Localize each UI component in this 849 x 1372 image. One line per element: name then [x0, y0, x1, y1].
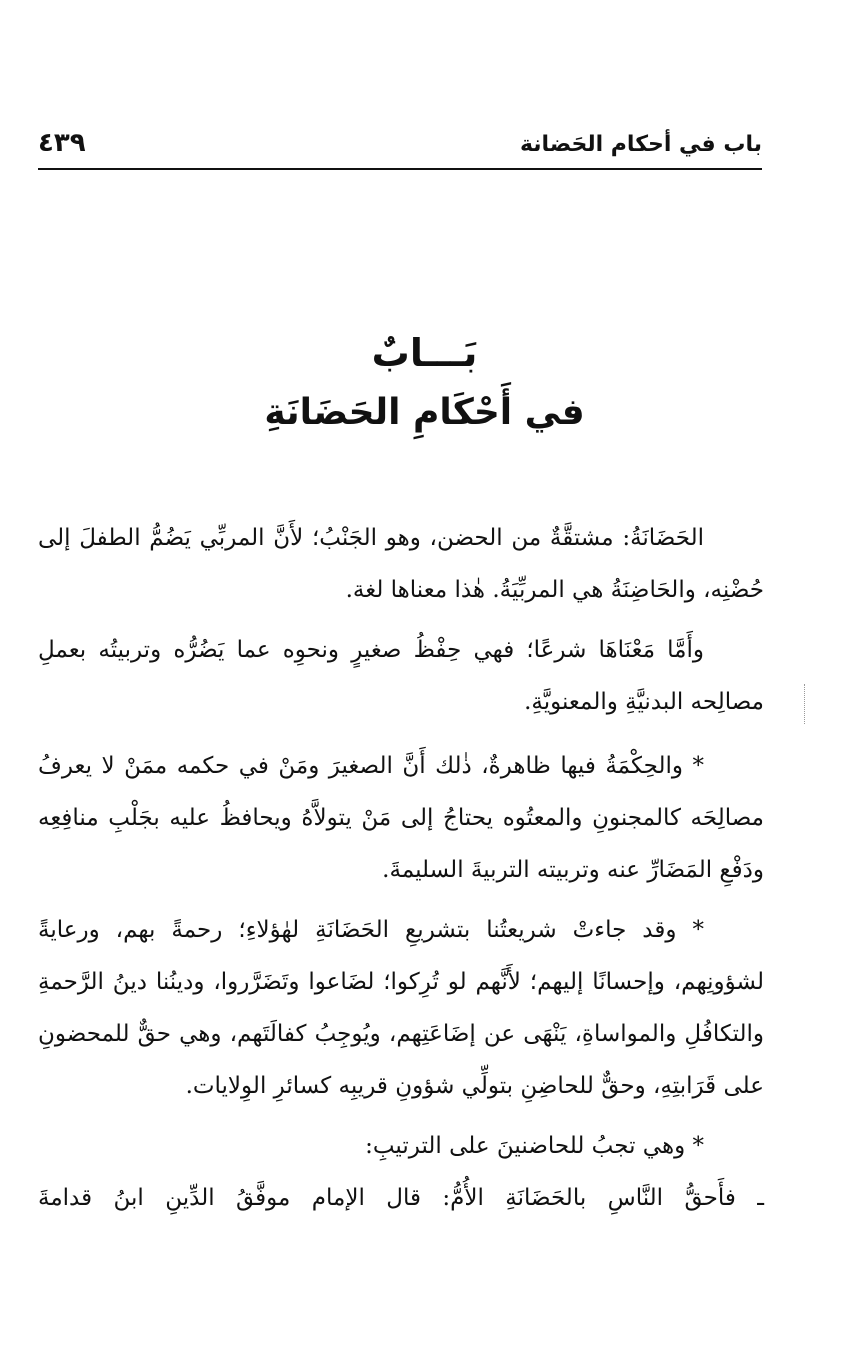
running-title: باب في أحكام الحَضانة [519, 132, 762, 157]
chapter-title: في أَحْكَامِ الحَضَانَةِ [264, 392, 585, 433]
header-rule [38, 168, 762, 170]
page-number: ٤٣٩ [38, 128, 86, 158]
paragraph-legislation: * وقد جاءتْ شريعتُنا بتشريعِ الحَضَانَةِ لهٰؤلاءِ؛ رحمةً بهم، ورعايةً لشؤونِهم، وإحسانًا إليهم؛ لأَنَّهم لو تُرِكوا؛ لضَاعوا وتَضَرَّروا، ودينُنا دينُ الرَّحمةِ والتكافُلِ والمواساةِ، يَنْهَى عن إضَاعَتِهم، ويُوجِبُ كفالَتَهم، وهي حقٌّ للمحضونِ على قَرَابتِهِ، وحقٌّ للحاضِنِ بتولِّي شؤونِ قريبِه كسائرِ الوِلايات. [38, 917, 764, 1099]
paragraph-wisdom: * والحِكْمَةُ فيها ظاهرةٌ، ذٰلك أَنَّ الصغيرَ ومَنْ في حكمه ممَنْ لا يعرفُ مصالِحَه كالمجنونِ والمعتُوه يحتاجُ إلى مَنْ يتولاَّهُ ويحافظُ عليه بجَلْبِ منافِعِه ودَفْعِ المَضَارِّ عنه وتربيته التربيةَ السليمةَ. [38, 753, 764, 883]
running-header [38, 128, 762, 168]
paragraph-mother-priority: ـ فأَحقُّ النَّاسِ بالحَضَانَةِ الأُمُّ: قال الإمام موفَّقُ الدِّينِ ابنُ قدامةَ [38, 1185, 764, 1211]
scan-margin-mark [804, 684, 805, 724]
body-text [38, 512, 764, 1224]
paragraph-definition-legal: وأَمَّا مَعْنَاهَا شرعًا؛ فهي حِفْظُ صغيرٍ ونحوِه عما يَضُرُّه وتربيتُه بعملِ مصالِحه البدنيَّةِ والمعنويَّةِ. [38, 637, 764, 715]
chapter-label: بَـــابٌ [371, 331, 478, 375]
paragraph-definition-language: الحَضَانَةُ: مشتقَّةٌ من الحضن، وهو الجَنْبُ؛ لأَنَّ المربِّي يَضُمُّ الطفلَ إلى حُضْنِه، والحَاضِنَةُ هي المربِّيَةُ. هٰذا معناها لغة. [38, 525, 764, 603]
paragraph-order: * وهي تجبُ للحاضنينَ على الترتيبِ: [365, 1133, 704, 1159]
